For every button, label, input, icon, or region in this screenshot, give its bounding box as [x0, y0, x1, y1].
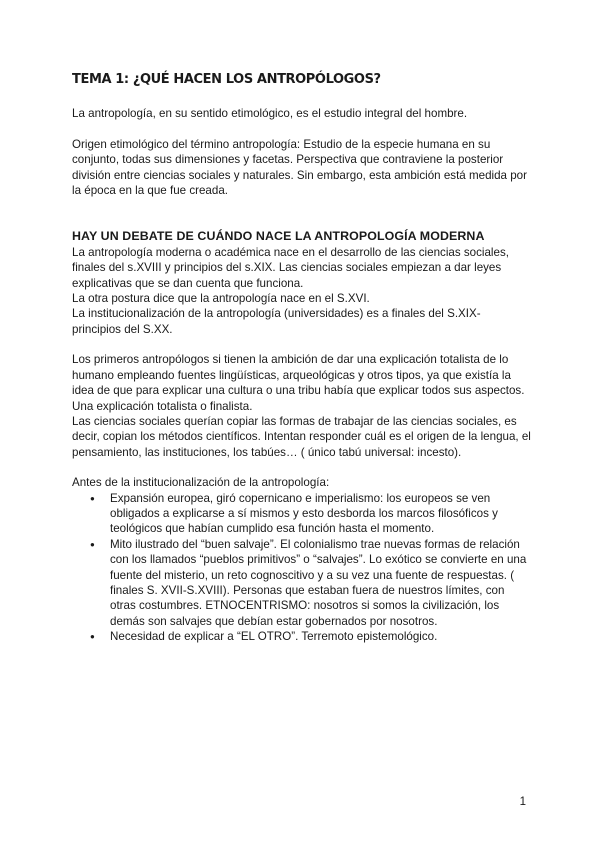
debate-paragraph-3: La institucionalización de la antropología (universidades) es a finales del S.XIX- principios del S.XX.	[72, 307, 481, 336]
first-anthropologists-paragraph: Los primeros antropólogos si tienen la ambición de dar una explicación totalista de lo humano empleando fuentes lingüísticas, arqueológicas y otros tipos, ya que existía la idea de que para explicar una cultura o una tribu había que explicar todos sus aspectos. Una explicación totalista o finalista.	[72, 353, 525, 413]
origin-paragraph: Origen etimológico del término antropología: Estudio de la especie humana en su conjunto, todas sus dimensiones y facetas. Perspectiva que contraviene la posterior división entre ciencias sociales y naturales. Sin embargo, esta ambición está medida por la época en la que fue creada.	[72, 137, 527, 198]
page-number: 1	[519, 796, 526, 808]
debate-paragraph-1: La antropología moderna o académica nace en el desarrollo de las ciencias sociales, finales del s.XVIII y principios del s.XIX. Las ciencias sociales empiezan a dar leyes explicativas que se dan cuenta que funciona.	[72, 245, 509, 290]
bullet-list	[72, 491, 532, 645]
bullet-item: ● Mito ilustrado del “buen salvaje”. El colonialismo trae nuevas formas de relación con los llamados “pueblos primitivos” o “salvajes”. Lo exótico se convierte en una fuente del misterio, un reto cognoscitivo y a su vez una fuente de respuestas. ( finales S. XVII-S.XVIII). Personas que estaban fuera de nuestros límites, con otras costumbres. ETNOCENTRISMO: nosotros si somos la civilización, los demás son salvajes que debían estar gobernados por nosotros.	[110, 537, 532, 629]
section-heading: HAY UN DEBATE DE CUÁNDO NACE LA ANTROPOLOGÍA MODERNA	[72, 229, 485, 244]
social-sciences-paragraph: Las ciencias sociales querían copiar las formas de trabajar de las ciencias sociales, es decir, copian los métodos científicos. Intentan responder cuál es el origen de la lengua, el pensamiento, las instituciones, los tabúes… ( único tabú universal: incesto).	[72, 414, 531, 459]
debate-paragraph-2: La otra postura dice que la antropología nace en el S.XVI.	[72, 292, 370, 306]
bullet-item: ● Necesidad de explicar a “EL OTRO”. Terremoto epistemológico.	[110, 629, 532, 644]
intro-paragraph: La antropología, en su sentido etimológico, es el estudio integral del hombre.	[72, 107, 468, 121]
bullet-item: ● Expansión europea, giró copernicano e imperialismo: los europeos se ven obligados a explicarse a sí mismos y esto desborda los marcos filosóficos y teológicos que habían cumplido esa función hasta el momento.	[110, 491, 532, 537]
document-title: TEMA 1: ¿QUÉ HACEN LOS ANTROPÓLOGOS?	[72, 72, 381, 87]
before-label: Antes de la institucionalización de la antropología:	[72, 476, 330, 490]
document-page	[72, 72, 532, 645]
